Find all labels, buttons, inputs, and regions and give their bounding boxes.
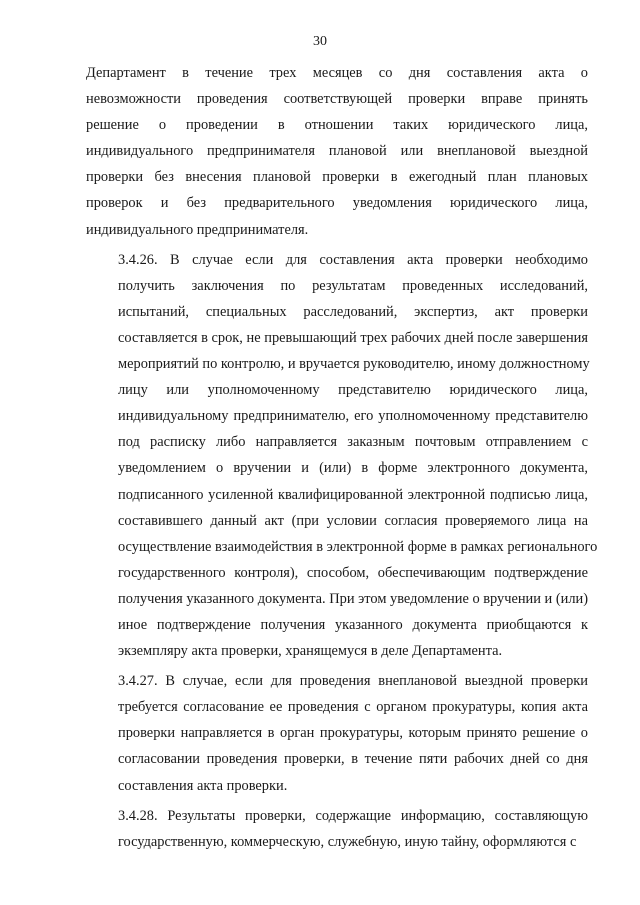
text-line: государственную, коммерческую, служебную, иную тайну, оформляются с: [118, 833, 577, 850]
text-line: испытаний, специальных расследований, экспертиз, акт проверки: [118, 303, 588, 320]
text-line: мероприятий по контролю, и вручается руководителю, иному должностному: [118, 356, 590, 373]
text-line: индивидуальному предпринимателю, его уполномоченному представителю: [118, 408, 588, 425]
paragraph-3-4-28: [86, 803, 588, 855]
text-line: лицу или уполномоченному представителю юридического лица,: [118, 382, 588, 399]
text-line: 3.4.27. В случае, если для проведения внеплановой выездной проверки: [118, 673, 588, 690]
text-line: Департамент в течение трех месяцев со дня составления акта о: [86, 65, 588, 81]
text-line: получения указанного документа. При этом уведомление о вручении и (или): [118, 590, 589, 607]
text-line: индивидуального предпринимателя.: [86, 221, 309, 238]
paragraph-3-4-27: [86, 668, 588, 798]
text-line: 3.4.28. Результаты проверки, содержащие информацию, составляющую: [118, 807, 588, 824]
text-line: проверки направляется в орган прокуратуры, которым принято решение о: [118, 725, 588, 742]
text-line: согласовании проведения проверки, в течение пяти рабочих дней со дня: [118, 751, 588, 768]
text-line: составления акта проверки.: [118, 777, 288, 794]
text-line: составляется в срок, не превышающий трех рабочих дней после завершения: [118, 329, 588, 346]
text-line: невозможности проведения соответствующей проверки вправе принять: [86, 91, 588, 108]
page-number: 30: [313, 34, 327, 49]
paragraph-3-4-26: [86, 247, 598, 665]
text-line: решение о проведении в отношении таких юридического лица,: [86, 117, 588, 134]
text-line: уведомлением о вручении и (или) в форме электронного документа,: [118, 460, 588, 477]
document-body: [86, 60, 598, 859]
text-line: государственного контроля), способом, обеспечивающим подтверждение: [118, 564, 588, 581]
paragraph-continuation: [86, 60, 588, 243]
text-line: экземпляру акта проверки, хранящемуся в деле Департамента.: [118, 643, 503, 660]
text-line: требуется согласование ее проведения с органом прокуратуры, копия акта: [118, 699, 588, 716]
text-line: под расписку либо направляется заказным почтовым отправлением с: [118, 434, 588, 451]
text-line: составившего данный акт (при условии согласия проверяемого лица на: [118, 512, 588, 529]
text-line: иное подтверждение получения указанного документа приобщаются к: [118, 616, 588, 633]
text-line: получить заключения по результатам проведенных исследований,: [118, 277, 588, 294]
text-line: осуществление взаимодействия в электронной форме в рамках регионального: [118, 538, 598, 555]
text-line: подписанного усиленной квалифицированной электронной подписью лица,: [118, 486, 588, 503]
text-line: проверок и без предварительного уведомления юридического лица,: [86, 195, 588, 212]
text-line: индивидуального предпринимателя плановой или внеплановой выездной: [86, 143, 588, 160]
text-line: 3.4.26. В случае если для составления акта проверки необходимо: [118, 251, 588, 268]
text-line: проверки без внесения плановой проверки в ежегодный план плановых: [86, 169, 588, 186]
